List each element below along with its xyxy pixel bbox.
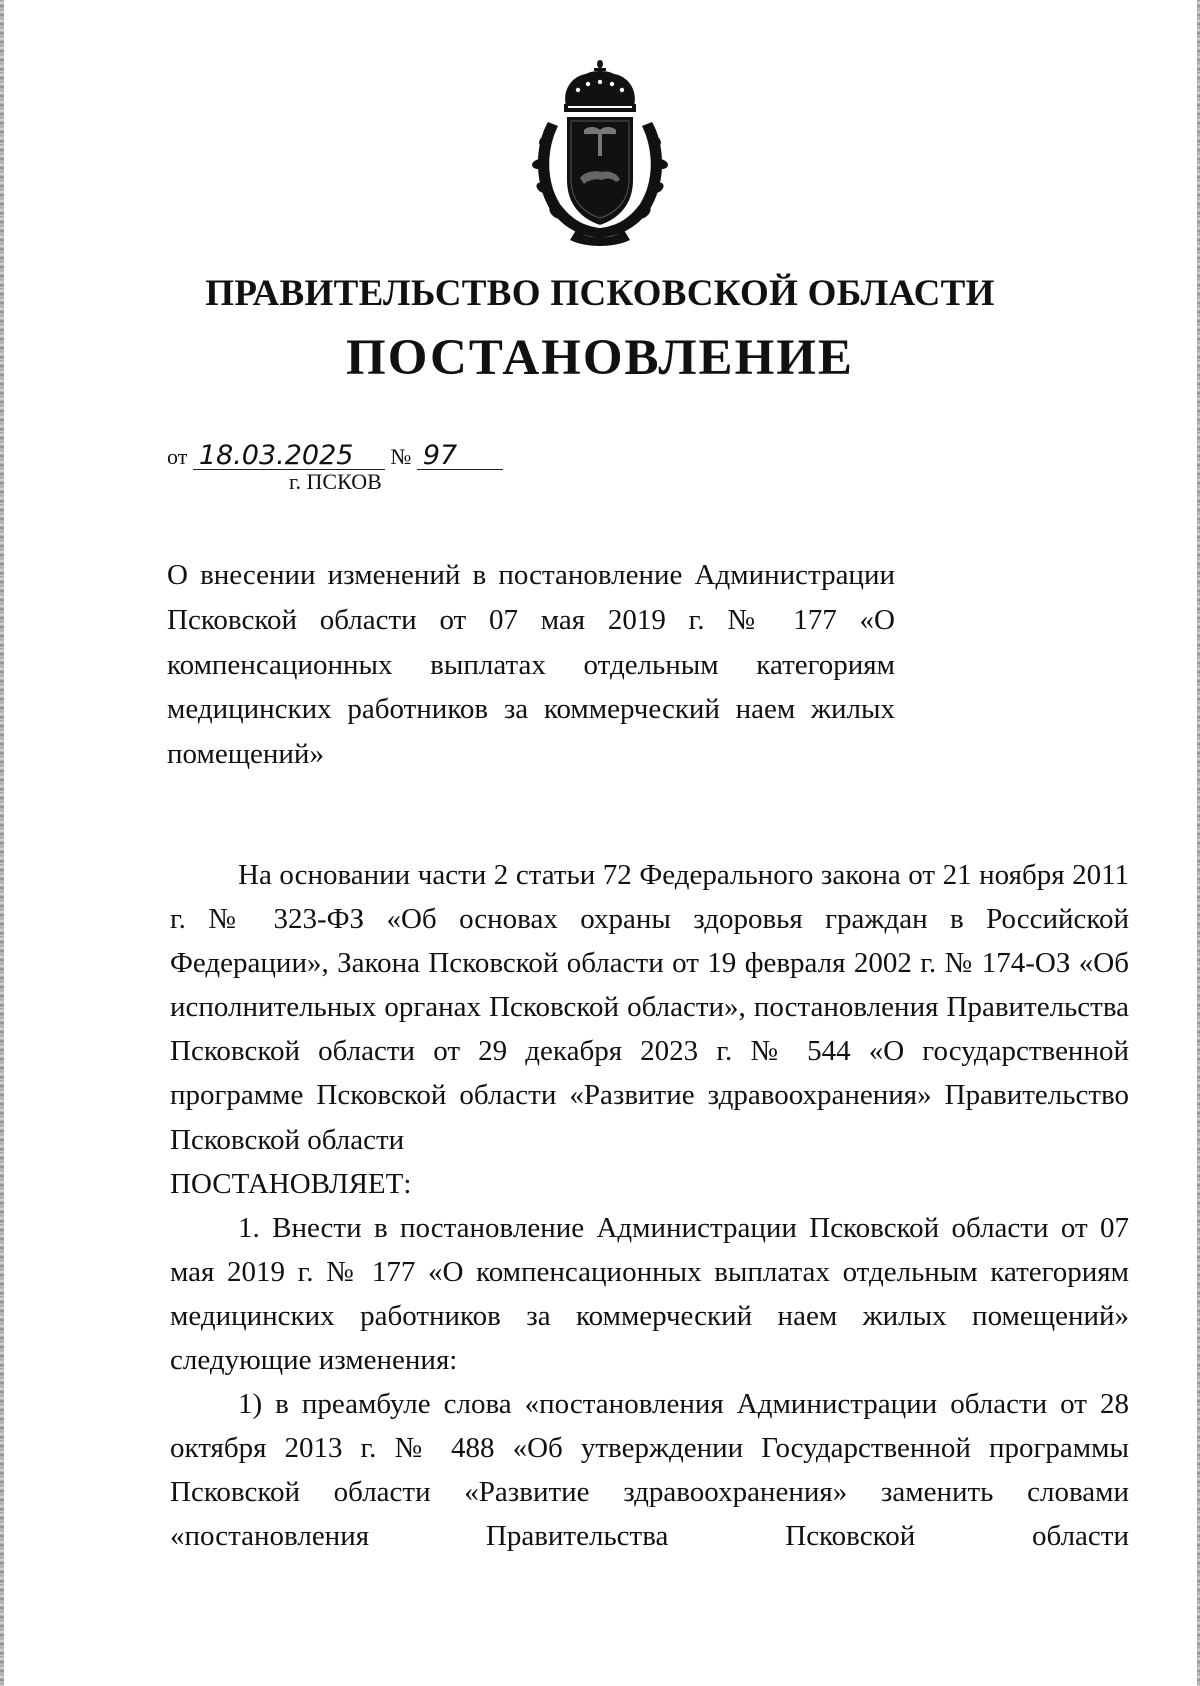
document-body (170, 853, 1129, 1559)
pskov-coat-of-arms-icon (526, 60, 674, 246)
organization-title: ПРАВИТЕЛЬСТВО ПСКОВСКОЙ ОБЛАСТИ (205, 273, 995, 314)
document-subject: О внесении изменений в постановление Администрации Псковской области от 07 мая 2019 г. № 177 «О компенсационных выплатах отдельным категориям медицинских работников за коммерческий наем жилых помещений» (167, 559, 895, 771)
number-prefix: № (390, 444, 412, 469)
item-1-paragraph: 1. Внести в постановление Администрации Псковской области от 07 мая 2019 г. № 177 «О компенсационных выплатах отдельным категориям медицинских работников за коммерческий наем жилых помещений» следующие изменения: (170, 1211, 1129, 1377)
decree-word: ПОСТАНОВЛЯЕТ: (170, 1167, 412, 1200)
number-field: 97 (417, 443, 503, 470)
date-field: 18.03.2025 (193, 443, 385, 470)
scan-edge-left (0, 0, 4, 1686)
city-label: г. ПСКОВ (289, 469, 382, 494)
document-type: ПОСТАНОВЛЕНИЕ (346, 330, 854, 386)
preamble-paragraph: На основании части 2 статьи 72 Федерального закона от 21 ноября 2011 г. № 323-ФЗ «Об основах охраны здоровья граждан в Российской Федерации», Закона Псковской области от 19 февраля 2002 г. № 174-ОЗ «Об исполнительных органах Псковской области», постановления Правительства Псковской области от 29 декабря 2023 г. № 544 «О государственной программе Псковской области «Развитие здравоохранения» Правительство Псковской области (170, 859, 1129, 1156)
item-1-1-paragraph: 1) в преамбуле слова «постановления Администрации области от 28 октября 2013 г. № 488 «Об утверждении Государственной программы Псковской области «Развитие здравоохранения» заменить словами «постановления Правительства Псковской области (170, 1388, 1129, 1553)
date-number-line (167, 440, 503, 471)
date-prefix: от (167, 444, 188, 469)
